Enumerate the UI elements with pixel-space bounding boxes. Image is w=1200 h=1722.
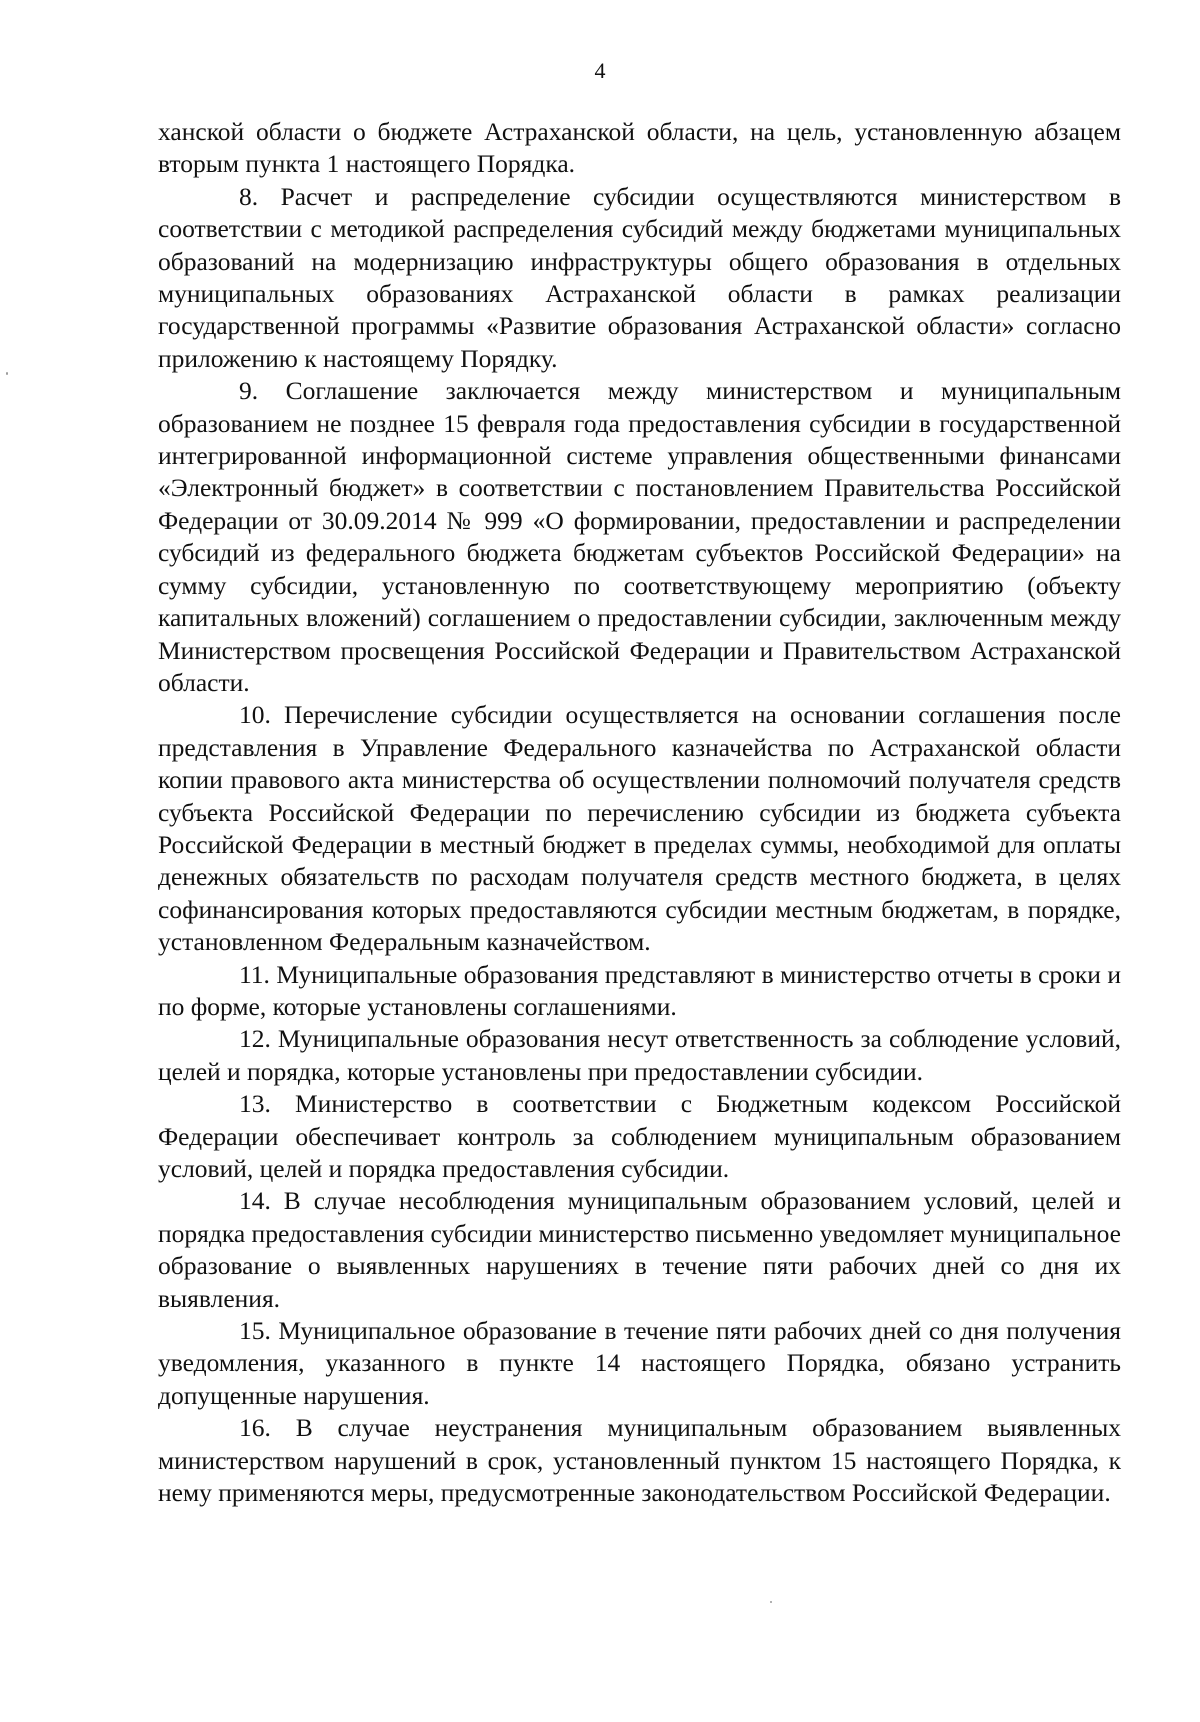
scan-artifact	[6, 372, 8, 375]
paragraph-item-15: 15. Муниципальное образование в течение пяти рабочих дней со дня получения уведомления, указанного в пункте 14 настоящего Порядка, обязано устранить допущенные нарушения.	[158, 1316, 1121, 1410]
paragraph-item-11: 11. Муниципальные образования представляют в министерство отчеты в сроки и по форме, которые установлены соглашениями.	[158, 959, 1121, 1021]
paragraph-item-14: 14. В случае несоблюдения муниципальным образованием условий, целей и порядка предоставления субсидии министерство письменно уведомляет муниципальное образование о выявленных нарушениях в течение пяти рабочих дней со дня их выявления.	[158, 1186, 1121, 1313]
paragraph-item-10: 10. Перечисление субсидии осуществляется на основании соглашения после представления в Управление Федерального казначейства по Астраханской области копии правового акта министерства об осуществлении полномочий получателя средств субъекта Российской Федерации по перечислению субсидии из бюджета субъекта Российской Федерации в местный бюджет в пределах суммы, необходимой для оплаты денежных обязательств по расходам получателя средств местного бюджета, в целях софинансирования которых предоставляются субсидии местным бюджетам, в порядке, установленном Федеральным казначейством.	[158, 700, 1121, 957]
paragraph-continuation: ханской области о бюджете Астраханской области, на цель, установленную абзацем вторым пункта 1 настоящего Порядка.	[158, 117, 1121, 179]
page-number: 4	[594, 58, 606, 83]
paragraph-item-16: 16. В случае неустранения муниципальным образованием выявленных министерством нарушений в срок, установленный пунктом 15 настоящего Порядка, к нему применяются меры, предусмотренные законодательством Российской Федерации.	[158, 1413, 1121, 1508]
scan-artifact	[770, 1601, 772, 1603]
paragraph-item-9: 9. Соглашение заключается между министерством и муниципальным образованием не позднее 15 февраля года предоставления субсидии в государственной интегрированной информационной системе управления общественными финансами «Электронный бюджет» в соответствии с постановлением Правительства Российской Федерации от 30.09.2014 № 999 «О формировании, предоставлении и распределении субсидий из федерального бюджета бюджетам субъектов Российской Федерации» на сумму субсидии, установленную по соответствующему мероприятию (объекту капитальных вложений) соглашением о предоставлении субсидии, заключенным между Министерством просвещения Российской Федерации и Правительством Астраханской области.	[158, 376, 1121, 697]
paragraph-item-12: 12. Муниципальные образования несут ответственность за соблюдение условий, целей и порядка, которые установлены при предоставлении субсидии.	[158, 1024, 1121, 1086]
paragraph-item-8: 8. Расчет и распределение субсидии осуществляются министерством в соответствии с методикой распределения субсидий между бюджетами муниципальных образований на модернизацию инфраструктуры общего образования в отдельных муниципальных образованиях Астраханской области в рамках реализации государственной программы «Развитие образования Астраханской области» согласно приложению к настоящему Порядку.	[158, 181, 1121, 373]
document-body	[158, 116, 1121, 1509]
paragraph-item-13: 13. Министерство в соответствии с Бюджетным кодексом Российской Федерации обеспечивает контроль за соблюдением муниципальным образованием условий, целей и порядка предоставления субсидии.	[158, 1089, 1121, 1183]
